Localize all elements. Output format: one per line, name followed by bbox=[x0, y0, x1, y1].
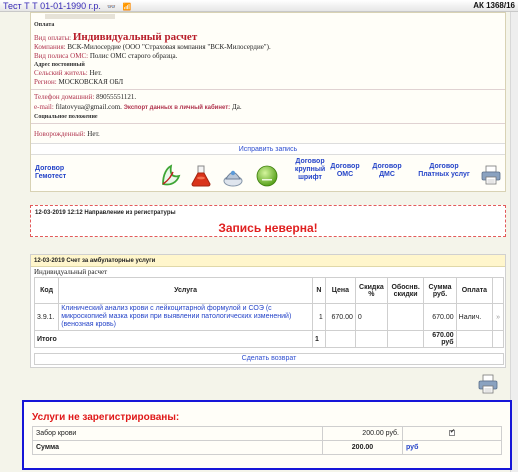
section-payment: Оплата bbox=[34, 22, 55, 28]
row-action-icon[interactable]: » bbox=[493, 304, 504, 331]
email-line bbox=[34, 103, 242, 111]
total-row bbox=[35, 331, 504, 348]
policy-label: Вид полиса ОМС: bbox=[34, 52, 89, 60]
rural-line bbox=[34, 69, 102, 77]
phone-label: Телефон домашний: bbox=[34, 93, 95, 101]
newborn-line bbox=[34, 130, 100, 138]
invoice-payment-type: Индивидуальный расчет bbox=[34, 268, 108, 276]
company-value: ВСК-Милосердие (ООО "Страховая компания "ВСК-Милосердие"). bbox=[67, 43, 271, 51]
unreg-sum-currency: руб bbox=[403, 441, 502, 455]
contract-paid-services-link[interactable]: Договор Платных услуг bbox=[418, 163, 470, 178]
total-n: 1 bbox=[312, 331, 325, 348]
policy-value: Полис ОМС старого образца. bbox=[89, 52, 178, 60]
cell-n: 1 bbox=[312, 304, 325, 331]
total-empty bbox=[493, 331, 504, 348]
unreg-checkbox-cell bbox=[403, 427, 502, 441]
top-bar bbox=[0, 0, 518, 12]
invoice-table bbox=[34, 277, 504, 348]
glasses-icon[interactable]: 👓 bbox=[107, 4, 117, 11]
unregistered-title: Услуги не зарегистрированы: bbox=[32, 412, 180, 423]
export-value: Да. bbox=[231, 103, 242, 111]
total-empty bbox=[387, 331, 424, 348]
unreg-service-name: Забор крови bbox=[33, 427, 323, 441]
referral-box bbox=[30, 205, 506, 237]
flask-icon[interactable] bbox=[189, 164, 213, 188]
col-sum: Сумма руб. bbox=[424, 278, 456, 304]
email-label: e-mail: bbox=[34, 103, 54, 111]
total-empty bbox=[325, 331, 355, 348]
card-number: АК 1368/16 bbox=[473, 1, 515, 10]
header-decor bbox=[45, 14, 115, 19]
pay-type-line bbox=[34, 31, 197, 43]
newborn-value: Нет. bbox=[87, 130, 100, 138]
section-social: Социальное положение bbox=[34, 114, 98, 120]
policy-line bbox=[34, 52, 177, 60]
unreg-service-price: 200.00 руб. bbox=[323, 427, 403, 441]
contract-dms-link[interactable]: Договор ДМС bbox=[372, 163, 402, 178]
pay-type-label: Вид оплаты: bbox=[34, 34, 72, 42]
contract-large-font-link[interactable]: Договор крупный шрифт bbox=[294, 158, 326, 181]
section-address: Адрес постоянный bbox=[34, 62, 85, 68]
phone-value: 89055551121. bbox=[96, 93, 137, 101]
divider bbox=[31, 123, 505, 124]
email-value[interactable]: filatovyua@gmail.com. bbox=[55, 103, 122, 111]
patient-info-panel bbox=[30, 12, 506, 192]
region-value: МОСКОВСКАЯ ОБЛ bbox=[58, 78, 124, 86]
unregistered-table bbox=[32, 426, 502, 455]
fix-record-button[interactable]: Исправить запись bbox=[31, 143, 505, 155]
unreg-sum-value: 200.00 bbox=[323, 441, 403, 455]
referral-title: 12-03-2019 12:12 Направление из регистратуры bbox=[35, 210, 176, 216]
total-sum: 670.00 руб bbox=[424, 331, 456, 348]
green-circle-icon[interactable] bbox=[255, 164, 279, 188]
cell-payment: Налич. bbox=[456, 304, 493, 331]
cell-discount-reason bbox=[387, 304, 424, 331]
table-row bbox=[35, 304, 504, 331]
wifi-icon[interactable]: 📶 bbox=[122, 4, 132, 11]
unreg-sum-label: Сумма bbox=[33, 441, 323, 455]
company-line bbox=[34, 43, 271, 51]
region-line bbox=[34, 78, 123, 86]
refund-button[interactable]: Сделать возврат bbox=[34, 353, 504, 365]
col-discount: Скидка % bbox=[355, 278, 387, 304]
printer-icon[interactable] bbox=[478, 374, 498, 394]
col-extra bbox=[493, 278, 504, 304]
newborn-label: Новорожденный: bbox=[34, 130, 86, 138]
cell-price: 670.00 bbox=[325, 304, 355, 331]
cell-sum: 670.00 bbox=[424, 304, 456, 331]
col-code: Код bbox=[35, 278, 59, 304]
cell-code: 3.9.1. bbox=[35, 304, 59, 331]
total-label: Итого bbox=[35, 331, 313, 348]
col-service: Услуга bbox=[59, 278, 313, 304]
col-discount-reason: Обоснв. скидки bbox=[387, 278, 424, 304]
cap-icon[interactable] bbox=[221, 164, 245, 188]
record-error-message: Запись неверна! bbox=[218, 221, 318, 235]
sum-row bbox=[33, 441, 502, 455]
rural-value: Нет. bbox=[89, 69, 102, 77]
unregistered-services-box bbox=[22, 400, 512, 470]
total-empty bbox=[355, 331, 387, 348]
phone-line bbox=[34, 93, 136, 101]
divider bbox=[31, 89, 505, 90]
invoice-box bbox=[30, 254, 506, 368]
contract-gemotest-link[interactable]: Договор Гемотест bbox=[35, 165, 67, 180]
leaf-icon[interactable] bbox=[159, 164, 183, 188]
col-n: N bbox=[312, 278, 325, 304]
contract-oms-link[interactable]: Договор ОМС bbox=[330, 163, 360, 178]
table-row bbox=[33, 427, 502, 441]
col-price: Цена bbox=[325, 278, 355, 304]
invoice-title: 12-03-2019 Счет за амбулаторные услуги bbox=[31, 255, 505, 267]
table-header-row bbox=[35, 278, 504, 304]
cell-discount: 0 bbox=[355, 304, 387, 331]
col-payment: Оплата bbox=[456, 278, 493, 304]
export-label: Экспорт данных в личный кабинет: bbox=[123, 105, 231, 111]
total-empty bbox=[456, 331, 493, 348]
region-label: Регион: bbox=[34, 78, 57, 86]
pay-type-value: Индивидуальный расчет bbox=[72, 31, 198, 43]
checkmark-icon: ✔ bbox=[450, 428, 456, 435]
cell-service[interactable]: Клинический анализ крови с лейкоцитарной формулой и СОЭ (с микроскопией мазка крови при выявлении патологических изменений) (венозная кровь) bbox=[59, 304, 313, 331]
printer-icon[interactable] bbox=[481, 165, 501, 185]
checkbox[interactable] bbox=[449, 430, 455, 436]
rural-label: Сельский житель: bbox=[34, 69, 88, 77]
company-label: Компания: bbox=[34, 43, 66, 51]
patient-name[interactable]: Тест Т Т 01-01-1990 г.р. bbox=[3, 1, 101, 11]
